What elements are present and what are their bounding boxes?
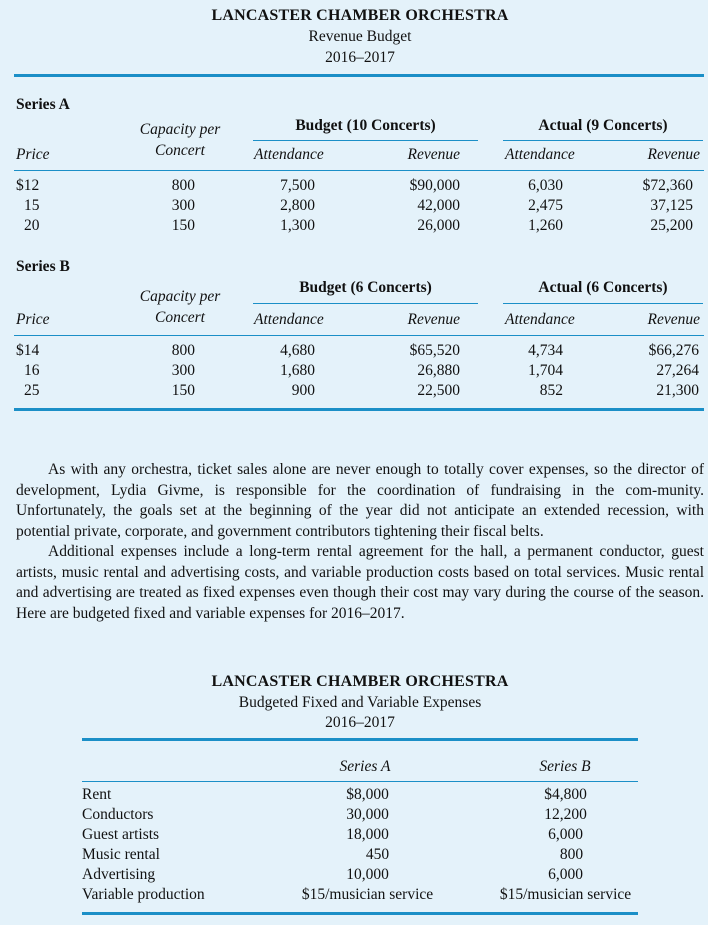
series-a-actual-revenue-column [610,176,693,236]
table-cell: 7,500 [280,177,315,194]
series-a-budget-rule [253,140,478,141]
series-a-col-budget-revenue: Revenue [407,146,460,163]
series-b-budget-rule [253,303,478,304]
series-a-price-column [16,176,40,236]
series-a-col-budget-attendance: Attendance [254,146,324,163]
table-cell: 800 [171,177,195,194]
table-cell: 800 [559,846,584,863]
series-a-actual-rule [503,140,703,141]
expenses-subtitle: Budgeted Fixed and Variable Expenses [238,694,482,711]
expenses-title: LANCASTER CHAMBER ORCHESTRA [211,673,509,690]
table-cell: 22,500 [417,382,460,399]
series-b-budget-header: Budget (6 Concerts) [299,279,432,296]
series-b-label: Series B [16,258,70,275]
revenue-budget-year: 2016–2017 [325,49,395,66]
table-cell: 26,000 [417,217,460,234]
series-b-actual-revenue-column [610,341,699,401]
expenses-header-rule [82,781,638,782]
series-b-col-price: Price [16,311,50,328]
table-cell: $15/musician service [499,886,632,903]
table-cell: 37,125 [650,197,693,214]
table-cell: 1,300 [280,217,315,234]
table-cell: Advertising [82,866,156,883]
series-b-col-budget-revenue: Revenue [407,311,460,328]
table-cell: 300 [171,197,195,214]
table-cell: 16 [24,362,40,379]
series-a-label: Series A [16,96,70,113]
expenses-col-series-b: Series B [539,758,591,775]
table-cell: Music rental [82,846,160,863]
expenses-series-b-column [478,785,653,905]
table-cell: 1,260 [528,217,563,234]
table-cell: 1,704 [528,362,563,379]
table-cell: 4,734 [528,342,563,359]
series-a-capacity-column [150,176,195,236]
table-cell: 42,000 [417,197,460,214]
table-cell: $66,276 [648,342,699,359]
table-cell: 1,680 [280,362,315,379]
expenses-top-rule [82,738,638,741]
series-b-actual-rule [503,303,703,304]
table-cell: 4,680 [280,342,315,359]
table-cell: Guest artists [82,826,160,843]
series-b-actual-attendance-column [503,341,563,401]
series-b-col-budget-attendance: Attendance [254,311,324,328]
table-cell: 2,475 [528,197,563,214]
paragraph: As with any orchestra, ticket sales alone are never enough to totally cover expenses, so the director of development, Lydia Givme, is responsible for the coordination of fundraising in the com-munity. Unfortunately, the goals set at the beginning of the year did not anticipate an extended recession, with potential private, corporate, and government contributors tightening their fiscal belts. [16,461,704,540]
series-a-col-price: Price [16,146,50,163]
table-cell: Variable production [82,886,205,903]
table-cell: 15 [24,197,40,214]
expenses-year: 2016–2017 [325,714,395,731]
series-a-actual-attendance-column [503,176,563,236]
series-a-budget-attendance-column [255,176,315,236]
table-cell: 25,200 [650,217,693,234]
table-cell: 6,030 [528,177,563,194]
table-cell: 20 [24,217,40,234]
top-rule [14,74,704,77]
table-cell: 2,800 [280,197,315,214]
table-cell: $8,000 [346,786,389,803]
series-b-col-actual-attendance: Attendance [505,311,575,328]
revenue-budget-subtitle: Revenue Budget [308,28,412,45]
paragraph: Additional expenses include a long-term rental agreement for the hall, a permanent conductor, guest artists, music rental and advertising costs, and variable production costs based on total services. Music rental and advertising are treated as fixed expenses even though their cost may vary during the course of the season. Here are budgeted fixed and variable expenses for 2016–2017. [16,543,704,622]
table-cell: $72,360 [642,177,693,194]
table-cell: Conductors [82,806,154,823]
series-a-budget-revenue-column [380,176,460,236]
series-b-header-rule [14,335,704,336]
series-b-capacity-column [150,341,195,401]
series-b-col-actual-revenue: Revenue [647,311,700,328]
table-cell: Rent [82,786,112,803]
revenue-budget-title: LANCASTER CHAMBER ORCHESTRA [211,7,509,24]
table-cell: $4,800 [544,786,587,803]
series-b-capacity-header-line2: Concert [155,309,205,326]
series-a-capacity-header-line1: Capacity per [139,121,221,138]
expenses-col-series-a: Series A [339,758,391,775]
table-cell: $15/musician service [301,886,434,903]
table-cell: 800 [171,342,195,359]
series-b-budget-revenue-column [380,341,460,401]
body-text [16,460,704,624]
table-cell: 27,264 [656,362,699,379]
series-a-col-actual-attendance: Attendance [505,146,575,163]
table-cell: 150 [171,217,195,234]
table-cell: 300 [171,362,195,379]
series-a-col-actual-revenue: Revenue [647,146,700,163]
revenue-bottom-rule [14,408,704,411]
table-cell: 25 [24,382,40,399]
table-cell: 852 [539,382,563,399]
series-b-actual-header: Actual (6 Concerts) [538,279,668,296]
table-cell: $12 [16,177,40,194]
table-cell: $65,520 [409,342,460,359]
series-a-capacity-header-line2: Concert [155,142,205,159]
series-b-price-column [16,341,40,401]
series-b-capacity-header-line1: Capacity per [139,288,221,305]
table-cell: 6,000 [548,826,583,843]
expenses-items-column [82,785,205,905]
expenses-series-a-column [280,785,455,905]
table-cell: 6,000 [548,866,583,883]
table-cell: 30,000 [346,806,389,823]
table-cell: 450 [365,846,390,863]
table-cell: 18,000 [346,826,389,843]
table-cell: $14 [16,342,40,359]
table-cell: 150 [171,382,195,399]
series-a-header-rule [14,170,704,171]
series-b-budget-attendance-column [255,341,315,401]
table-cell: 12,200 [544,806,587,823]
expenses-bottom-rule [82,912,638,915]
table-cell: 900 [291,382,315,399]
series-a-actual-header: Actual (9 Concerts) [538,117,668,134]
table-cell: 21,300 [656,382,699,399]
table-cell: $90,000 [409,177,460,194]
table-cell: 10,000 [346,866,389,883]
table-cell: 26,880 [417,362,460,379]
series-a-budget-header: Budget (10 Concerts) [295,117,436,134]
